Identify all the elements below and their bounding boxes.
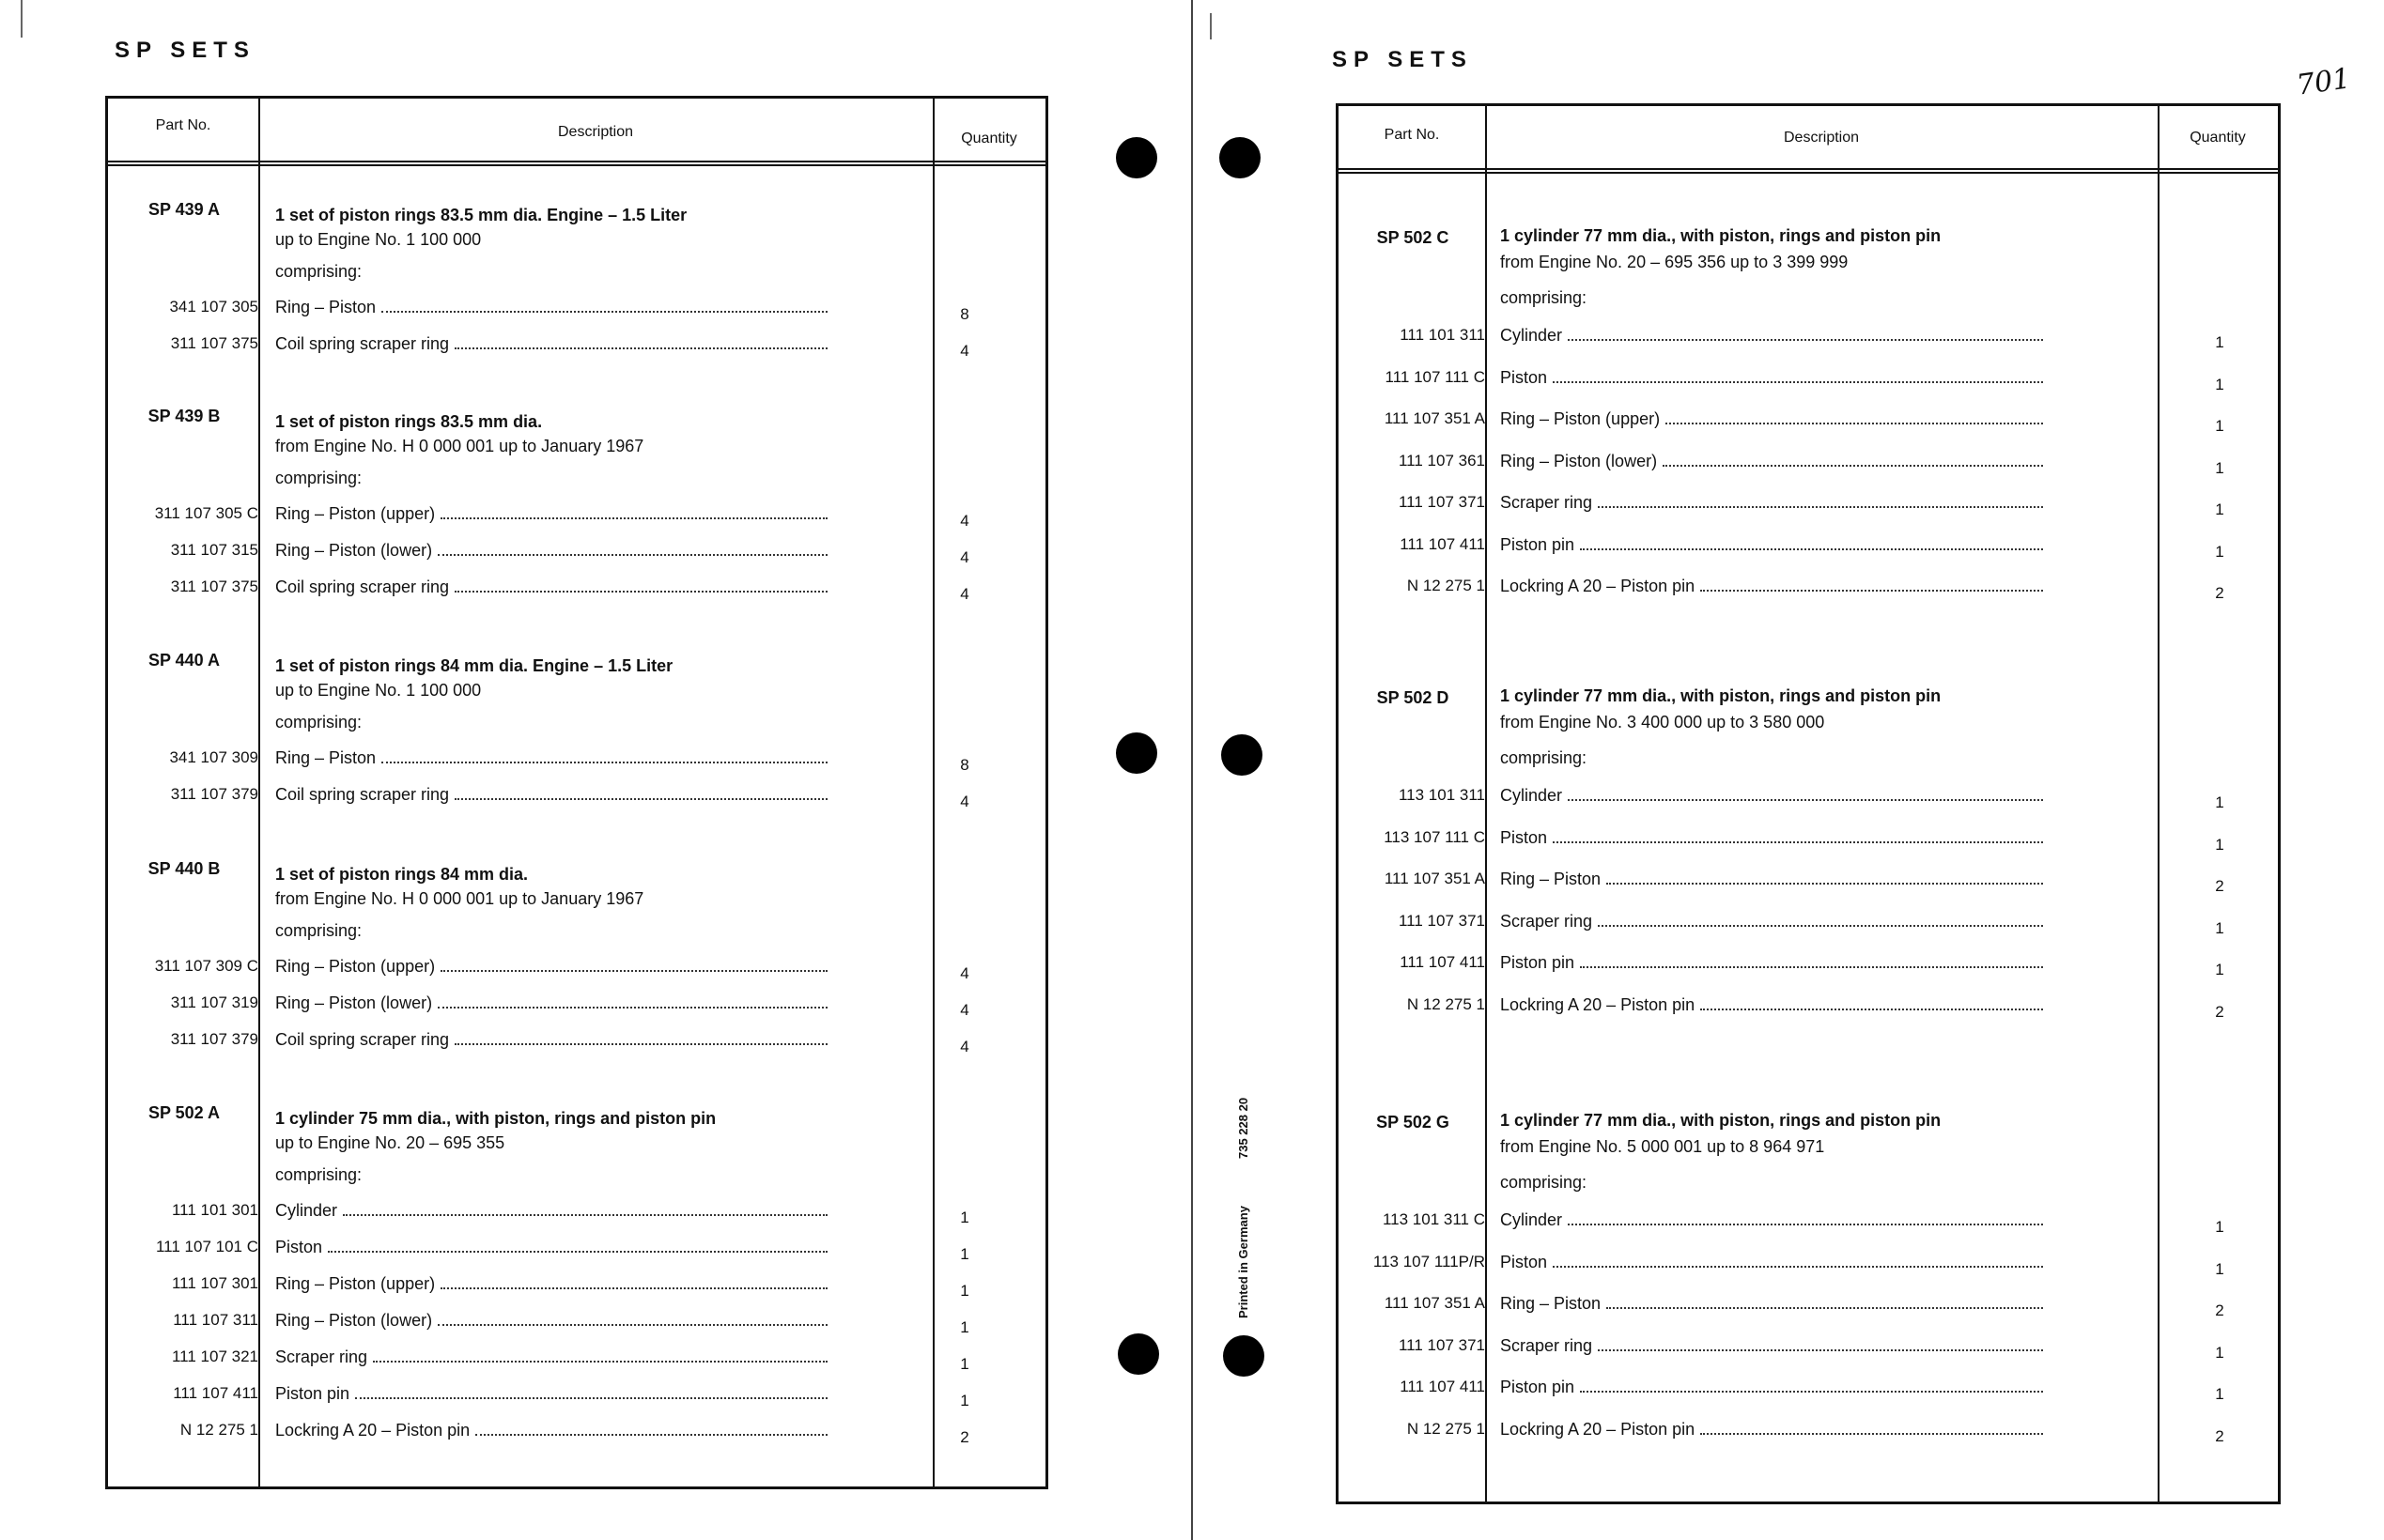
dot-leader bbox=[1700, 1009, 2043, 1010]
part-number: 311 107 379 bbox=[170, 1030, 258, 1048]
item-quantity: 8 bbox=[960, 305, 969, 323]
item-quantity: 1 bbox=[2215, 835, 2224, 854]
header-divider bbox=[1339, 172, 2278, 174]
part-number: 311 107 375 bbox=[170, 578, 258, 595]
item-description-text: Piston bbox=[275, 1238, 323, 1256]
item-description-text: Piston bbox=[1500, 1252, 1548, 1271]
part-number: 111 107 301 bbox=[171, 1274, 258, 1292]
item-description-text: Ring – Piston bbox=[1500, 1294, 1602, 1313]
column-header-description: Description bbox=[1783, 130, 1860, 146]
item-description bbox=[275, 748, 828, 768]
column-header-quantity: Quantity bbox=[961, 131, 1017, 146]
item-description bbox=[1500, 535, 2043, 555]
item-description-text: Piston pin bbox=[275, 1384, 350, 1403]
dot-leader bbox=[1568, 799, 2043, 801]
part-number: N 12 275 1 bbox=[179, 1421, 258, 1439]
item-description-text: Piston pin bbox=[1500, 1378, 1575, 1396]
dot-leader bbox=[1553, 381, 2043, 383]
dot-leader bbox=[343, 1214, 828, 1216]
item-quantity: 1 bbox=[960, 1245, 969, 1263]
dot-leader bbox=[1598, 1349, 2043, 1351]
comprising-label: comprising: bbox=[275, 469, 363, 487]
item-description bbox=[1500, 409, 2043, 429]
item-quantity: 8 bbox=[960, 756, 969, 774]
item-description-text: Ring – Piston (upper) bbox=[275, 1274, 436, 1293]
item-quantity: 4 bbox=[960, 1001, 969, 1019]
item-quantity: 4 bbox=[960, 964, 969, 982]
item-description bbox=[275, 1384, 828, 1404]
right-page bbox=[1193, 0, 2384, 1540]
part-number: 111 107 111 C bbox=[1385, 367, 1485, 386]
item-description bbox=[275, 785, 828, 805]
dot-leader bbox=[438, 1324, 828, 1326]
item-description-text: Coil spring scraper ring bbox=[275, 785, 450, 804]
dot-leader bbox=[381, 762, 828, 763]
page-title: SP SETS bbox=[1332, 47, 1473, 72]
set-title: 1 cylinder 77 mm dia., with piston, rings and piston pin bbox=[1500, 226, 1942, 245]
item-description-text: Piston bbox=[1500, 367, 1548, 387]
set-title: 1 set of piston rings 84 mm dia. bbox=[275, 865, 529, 884]
dot-leader bbox=[1598, 506, 2043, 508]
part-number: 111 107 371 bbox=[1398, 1335, 1485, 1354]
part-number: 341 107 305 bbox=[169, 298, 258, 316]
part-number: 113 107 111 C bbox=[1384, 827, 1485, 846]
set-title: 1 set of piston rings 83.5 mm dia. bbox=[275, 412, 543, 431]
item-description-text: Lockring A 20 – Piston pin bbox=[1500, 994, 1695, 1014]
part-number: 311 107 305 C bbox=[154, 504, 258, 522]
item-description bbox=[275, 1274, 828, 1294]
column-divider bbox=[258, 99, 260, 1486]
comprising-label: comprising: bbox=[275, 921, 363, 940]
part-number: 111 107 101 C bbox=[155, 1238, 258, 1255]
item-quantity: 4 bbox=[960, 342, 969, 360]
page-title: SP SETS bbox=[115, 38, 255, 63]
item-description bbox=[275, 578, 828, 597]
dot-leader bbox=[1665, 423, 2043, 424]
header-divider bbox=[108, 164, 1045, 166]
dot-leader bbox=[1580, 1391, 2043, 1393]
dot-leader bbox=[1580, 548, 2043, 550]
set-subtitle: up to Engine No. 1 100 000 bbox=[275, 681, 482, 700]
set-subtitle: from Engine No. H 0 000 001 up to January 1967 bbox=[275, 437, 644, 455]
item-quantity: 1 bbox=[2215, 918, 2224, 937]
item-description bbox=[275, 1348, 828, 1367]
comprising-label: comprising: bbox=[275, 262, 363, 281]
item-description-text: Ring – Piston (lower) bbox=[275, 993, 433, 1012]
part-number: 111 107 351 A bbox=[1384, 409, 1485, 427]
header-divider bbox=[1339, 168, 2278, 170]
part-number: 311 107 375 bbox=[170, 334, 258, 352]
item-description-text: Cylinder bbox=[1500, 1210, 1563, 1229]
dot-leader bbox=[1553, 841, 2043, 843]
set-code: SP 440 A bbox=[147, 651, 221, 670]
item-description-text: Piston pin bbox=[1500, 534, 1575, 554]
item-description bbox=[1500, 1378, 2043, 1397]
print-code: 735 228 20 bbox=[1236, 1097, 1250, 1159]
dot-leader bbox=[1568, 1224, 2043, 1225]
set-code: SP 502 D bbox=[1376, 688, 1449, 707]
scan-mark bbox=[21, 0, 23, 38]
part-number: 111 107 321 bbox=[171, 1348, 258, 1365]
item-description bbox=[1500, 1253, 2043, 1272]
item-description-text: Cylinder bbox=[1500, 326, 1563, 345]
dot-leader bbox=[1553, 1266, 2043, 1268]
dot-leader bbox=[455, 798, 828, 800]
dot-leader bbox=[1663, 465, 2043, 467]
item-quantity: 4 bbox=[960, 512, 969, 530]
column-header-part-no: Part No. bbox=[1384, 127, 1440, 143]
item-description-text: Scraper ring bbox=[275, 1348, 368, 1366]
dot-leader bbox=[355, 1397, 828, 1399]
item-quantity: 4 bbox=[960, 585, 969, 603]
part-number: 111 107 411 bbox=[173, 1384, 258, 1402]
part-number: 341 107 309 bbox=[169, 748, 258, 766]
item-description-text: Ring – Piston (upper) bbox=[275, 957, 436, 976]
dot-leader bbox=[1700, 1433, 2043, 1435]
part-number: 111 107 411 bbox=[1400, 953, 1485, 971]
item-description-text: Lockring A 20 – Piston pin bbox=[1500, 1419, 1695, 1439]
part-number: 113 101 311 C bbox=[1382, 1210, 1485, 1228]
dot-leader bbox=[381, 311, 828, 313]
item-description-text: Ring – Piston bbox=[275, 298, 377, 316]
set-code: SP 439 A bbox=[147, 200, 221, 219]
item-description bbox=[1500, 786, 2043, 806]
set-code: SP 440 B bbox=[147, 859, 221, 878]
dot-leader bbox=[455, 591, 828, 593]
item-quantity: 1 bbox=[2215, 1385, 2224, 1403]
item-description bbox=[1500, 1294, 2043, 1314]
item-description-text: Coil spring scraper ring bbox=[275, 1030, 450, 1049]
column-divider bbox=[1485, 106, 1487, 1502]
item-quantity: 1 bbox=[2215, 542, 2224, 561]
item-description bbox=[1500, 1420, 2043, 1440]
item-description bbox=[1500, 1210, 2043, 1230]
item-quantity: 1 bbox=[2215, 417, 2224, 435]
item-description bbox=[275, 504, 828, 524]
item-description bbox=[275, 1238, 828, 1257]
part-number: 113 107 111P/R bbox=[1372, 1252, 1485, 1270]
comprising-label: comprising: bbox=[1500, 748, 1587, 767]
item-description bbox=[275, 1201, 828, 1221]
dot-leader bbox=[1598, 925, 2043, 927]
dot-leader bbox=[455, 347, 828, 349]
item-quantity: 4 bbox=[960, 1038, 969, 1055]
item-description bbox=[275, 957, 828, 977]
item-description-text: Coil spring scraper ring bbox=[275, 578, 450, 596]
column-header-part-no: Part No. bbox=[155, 117, 211, 133]
item-description-text: Cylinder bbox=[1500, 786, 1563, 805]
part-number: 111 107 351 A bbox=[1384, 870, 1485, 887]
item-quantity: 1 bbox=[960, 1355, 969, 1373]
item-description-text: Piston bbox=[1500, 827, 1548, 847]
item-quantity: 2 bbox=[2215, 1002, 2224, 1021]
item-quantity: 1 bbox=[2215, 1343, 2224, 1362]
item-quantity: 1 bbox=[2215, 793, 2224, 811]
item-description-text: Ring – Piston (upper) bbox=[1500, 409, 1661, 428]
dot-leader bbox=[455, 1043, 828, 1045]
item-description-text: Ring – Piston (upper) bbox=[275, 504, 436, 523]
left-page bbox=[0, 0, 1191, 1540]
set-title: 1 set of piston rings 83.5 mm dia. Engine – 1.5 Liter bbox=[275, 206, 688, 224]
item-quantity: 4 bbox=[960, 793, 969, 810]
part-number: 111 107 371 bbox=[1398, 911, 1485, 930]
dot-leader bbox=[373, 1361, 828, 1363]
item-quantity: 1 bbox=[960, 1282, 969, 1300]
item-quantity: 1 bbox=[960, 1392, 969, 1409]
set-subtitle: up to Engine No. 20 – 695 355 bbox=[275, 1133, 505, 1152]
printed-note: Printed in Germany bbox=[1236, 1206, 1250, 1318]
item-quantity: 1 bbox=[2215, 1218, 2224, 1236]
comprising-label: comprising: bbox=[275, 1165, 363, 1184]
dot-leader bbox=[441, 970, 828, 972]
set-code: SP 502 G bbox=[1376, 1113, 1449, 1132]
set-subtitle: from Engine No. 3 400 000 up to 3 580 000 bbox=[1500, 713, 1825, 732]
item-description bbox=[1500, 493, 2043, 513]
header-divider bbox=[108, 161, 1045, 162]
item-quantity: 2 bbox=[2215, 1301, 2224, 1319]
column-divider bbox=[2158, 106, 2160, 1502]
item-description bbox=[1500, 577, 2043, 596]
item-description bbox=[1500, 368, 2043, 388]
dot-leader bbox=[441, 1287, 828, 1289]
item-description-text: Scraper ring bbox=[1500, 911, 1593, 931]
dot-leader bbox=[475, 1434, 828, 1436]
comprising-label: comprising: bbox=[275, 713, 363, 732]
item-quantity: 1 bbox=[2215, 375, 2224, 393]
part-number: 111 107 411 bbox=[1400, 1378, 1485, 1395]
set-subtitle: up to Engine No. 1 100 000 bbox=[275, 230, 482, 249]
item-quantity: 1 bbox=[2215, 961, 2224, 978]
dot-leader bbox=[328, 1251, 828, 1253]
item-description bbox=[1500, 1336, 2043, 1356]
part-number: N 12 275 1 bbox=[1406, 1419, 1485, 1438]
part-number: 111 107 351 A bbox=[1384, 1294, 1485, 1312]
part-number: 311 107 309 C bbox=[154, 957, 258, 975]
item-description-text: Ring – Piston bbox=[275, 748, 377, 767]
set-code: SP 502 C bbox=[1376, 228, 1449, 247]
dot-leader bbox=[1606, 883, 2043, 885]
set-subtitle: from Engine No. 5 000 001 up to 8 964 971 bbox=[1500, 1137, 1825, 1156]
column-header-description: Description bbox=[557, 124, 634, 140]
set-title: 1 cylinder 77 mm dia., with piston, rings and piston pin bbox=[1500, 1111, 1942, 1130]
item-quantity: 1 bbox=[960, 1318, 969, 1336]
parts-table-right bbox=[1336, 103, 2281, 1504]
item-description bbox=[275, 1311, 828, 1331]
item-description-text: Cylinder bbox=[275, 1201, 338, 1220]
part-number: N 12 275 1 bbox=[1406, 994, 1485, 1013]
set-title: 1 cylinder 77 mm dia., with piston, rings and piston pin bbox=[1500, 686, 1942, 705]
item-description-text: Coil spring scraper ring bbox=[275, 334, 450, 353]
item-description-text: Ring – Piston (lower) bbox=[275, 541, 433, 560]
dot-leader bbox=[438, 554, 828, 556]
dot-leader bbox=[1606, 1307, 2043, 1309]
item-description bbox=[275, 334, 828, 354]
part-number: 111 107 411 bbox=[1400, 534, 1485, 553]
item-description bbox=[275, 993, 828, 1013]
item-quantity: 2 bbox=[2215, 584, 2224, 602]
item-quantity: 2 bbox=[2215, 1426, 2224, 1445]
item-description bbox=[275, 1421, 828, 1440]
dot-leader bbox=[1700, 590, 2043, 592]
item-quantity: 1 bbox=[2215, 333, 2224, 351]
item-quantity: 1 bbox=[2215, 1259, 2224, 1278]
set-subtitle: from Engine No. H 0 000 001 up to January 1967 bbox=[275, 889, 644, 908]
item-description bbox=[1500, 326, 2043, 346]
part-number: 311 107 379 bbox=[170, 785, 258, 803]
binder-hole bbox=[1118, 1333, 1159, 1375]
dot-leader bbox=[438, 1007, 828, 1009]
part-number: 113 101 311 bbox=[1398, 786, 1485, 804]
item-description-text: Ring – Piston bbox=[1500, 870, 1602, 888]
dot-leader bbox=[1568, 339, 2043, 341]
item-description bbox=[1500, 828, 2043, 848]
comprising-label: comprising: bbox=[1500, 1173, 1587, 1192]
item-description bbox=[1500, 953, 2043, 973]
comprising-label: comprising: bbox=[1500, 288, 1587, 307]
part-number: 111 107 371 bbox=[1398, 493, 1485, 511]
set-title: 1 set of piston rings 84 mm dia. Engine – 1.5 Liter bbox=[275, 656, 673, 675]
binder-hole bbox=[1116, 732, 1157, 774]
item-description bbox=[1500, 912, 2043, 932]
parts-table-left bbox=[105, 96, 1048, 1489]
item-description bbox=[1500, 995, 2043, 1015]
item-description-text: Ring – Piston (lower) bbox=[275, 1311, 433, 1330]
item-quantity: 4 bbox=[960, 548, 969, 566]
item-description-text: Ring – Piston (lower) bbox=[1500, 451, 1658, 470]
item-description-text: Scraper ring bbox=[1500, 1335, 1593, 1355]
column-divider bbox=[933, 99, 935, 1486]
set-code: SP 439 B bbox=[147, 407, 221, 425]
part-number: N 12 275 1 bbox=[1406, 577, 1485, 594]
item-description bbox=[1500, 452, 2043, 471]
part-number: 111 101 311 bbox=[1400, 326, 1485, 344]
part-number: 311 107 315 bbox=[170, 541, 258, 559]
column-header-quantity: Quantity bbox=[2190, 130, 2246, 146]
item-quantity: 1 bbox=[960, 1209, 969, 1226]
dot-leader bbox=[1580, 966, 2043, 968]
part-number: 111 101 301 bbox=[171, 1201, 258, 1219]
part-number: 111 107 311 bbox=[173, 1311, 258, 1329]
item-quantity: 1 bbox=[2215, 458, 2224, 477]
item-quantity: 2 bbox=[2215, 877, 2224, 895]
item-description-text: Piston pin bbox=[1500, 953, 1575, 972]
set-subtitle: from Engine No. 20 – 695 356 up to 3 399 999 bbox=[1500, 253, 1849, 271]
item-quantity: 2 bbox=[960, 1428, 969, 1446]
item-description-text: Scraper ring bbox=[1500, 493, 1593, 512]
page-number: 701 bbox=[2294, 62, 2353, 102]
item-description-text: Lockring A 20 – Piston pin bbox=[1500, 577, 1695, 595]
part-number: 111 107 361 bbox=[1398, 451, 1485, 470]
item-quantity: 1 bbox=[2215, 500, 2224, 518]
item-description bbox=[1500, 870, 2043, 889]
item-description-text: Lockring A 20 – Piston pin bbox=[275, 1421, 471, 1440]
item-description bbox=[275, 298, 828, 317]
part-number: 311 107 319 bbox=[170, 993, 258, 1011]
item-description bbox=[275, 541, 828, 561]
binder-hole bbox=[1116, 137, 1157, 178]
set-title: 1 cylinder 75 mm dia., with piston, rings and piston pin bbox=[275, 1109, 717, 1128]
set-code: SP 502 A bbox=[147, 1103, 221, 1122]
dot-leader bbox=[441, 517, 828, 519]
item-description bbox=[275, 1030, 828, 1050]
